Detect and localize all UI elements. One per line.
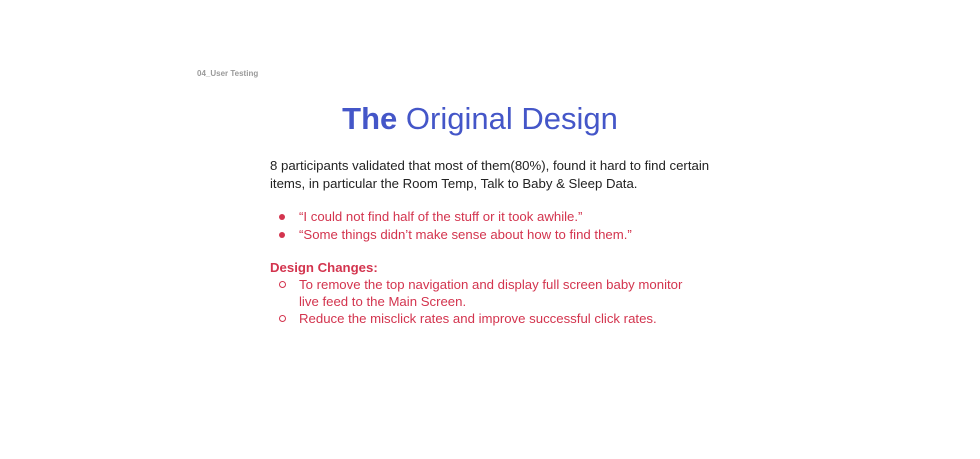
bullet-dot-icon [279, 214, 285, 220]
design-change-text: Reduce the misclick rates and improve successful click rates. [299, 311, 657, 326]
quote-text: “Some things didn’t make sense about how to find them.” [299, 227, 632, 242]
bullet-dot-icon [279, 232, 285, 238]
title-bold: The [342, 101, 398, 136]
design-change-item [270, 276, 690, 310]
bullet-circle-icon [279, 315, 286, 322]
design-changes-heading: Design Changes: [270, 260, 378, 275]
page-title [0, 98, 960, 140]
intro-paragraph: 8 participants validated that most of them(80%), found it hard to find certain items, in particular the Room Temp, Talk to Baby & Sleep Data. [270, 158, 710, 191]
quotes-list [270, 208, 710, 244]
quote-item [270, 208, 710, 226]
design-changes-list [270, 276, 690, 327]
design-change-text: To remove the top navigation and display full screen baby monitor live feed to the Main Screen. [299, 277, 683, 309]
section-label: 04_User Testing [197, 69, 259, 78]
bullet-circle-icon [279, 281, 286, 288]
quote-text: “I could not find half of the stuff or it took awhile.” [299, 209, 583, 224]
title-rest: Original Design [397, 101, 618, 136]
quote-item [270, 226, 710, 244]
design-change-item [270, 310, 690, 327]
